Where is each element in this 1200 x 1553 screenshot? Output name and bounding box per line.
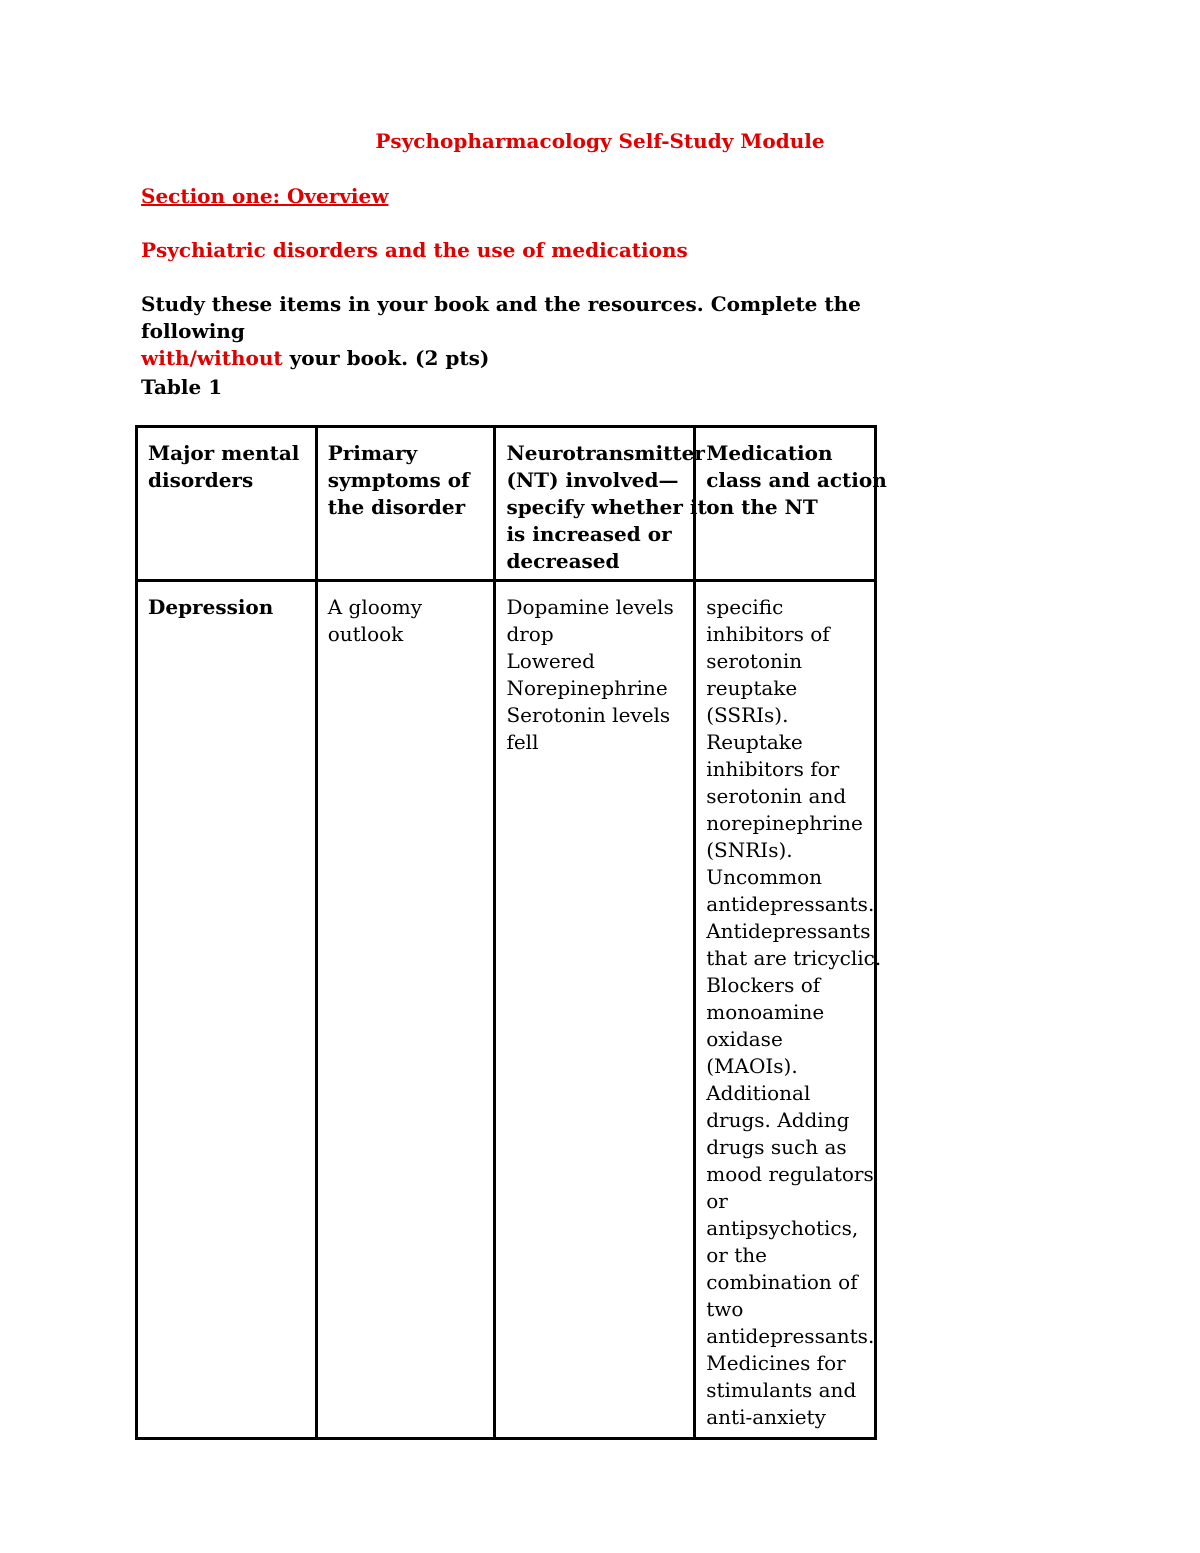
header-cell-medication <box>695 427 887 581</box>
cell-line: Lowered <box>506 649 595 673</box>
cell-line: on the NT <box>706 495 818 519</box>
cell-line: or the <box>706 1243 767 1267</box>
instructions-paragraph <box>141 291 901 372</box>
cell-line: drugs. Adding <box>706 1108 850 1132</box>
disorders-table <box>135 425 887 1440</box>
cell-line: two <box>706 1297 744 1321</box>
cell-line: Dopamine levels <box>506 595 674 619</box>
cell-line: Major mental <box>148 441 300 465</box>
cell-line: Reuptake <box>706 730 803 754</box>
cell-line: disorders <box>148 468 254 492</box>
cell-line: reuptake <box>706 676 798 700</box>
cell-line: norepinephrine <box>706 811 863 835</box>
instructions-emphasis: with/without <box>141 346 283 370</box>
cell-medications <box>695 581 882 1439</box>
cell-line: antidepressants. <box>706 1324 875 1348</box>
cell-line: (SNRIs). <box>706 838 793 862</box>
cell-line: Neurotransmitter <box>506 441 705 465</box>
document-title: Psychopharmacology Self-Study Module <box>375 129 825 153</box>
cell-line: combination of <box>706 1270 858 1294</box>
cell-line: class and action <box>706 468 887 492</box>
cell-line: Depression <box>148 595 274 619</box>
cell-line: anti-anxiety <box>706 1405 826 1429</box>
cell-line: specific <box>706 595 784 619</box>
cell-line: inhibitors for <box>706 757 840 781</box>
cell-line: the disorder <box>327 495 466 519</box>
cell-line: (MAOIs). <box>706 1054 798 1078</box>
cell-line: that are tricyclic. <box>706 946 882 970</box>
cell-line: outlook <box>327 622 404 646</box>
header-cell-disorders <box>137 427 317 581</box>
cell-line: symptoms of <box>327 468 470 492</box>
cell-disorder <box>137 581 317 1439</box>
cell-line: Blockers of <box>706 973 821 997</box>
instructions-part1: Study these items in your book and the resources. Complete the following <box>141 292 861 343</box>
cell-line: monoamine <box>706 1000 825 1024</box>
cell-line: (NT) involved— <box>506 468 679 492</box>
cell-neurotransmitters <box>495 581 695 1439</box>
instructions-part2: your book. (2 pts) <box>282 346 490 370</box>
subheading: Psychiatric disorders and the use of medications <box>141 238 688 262</box>
cell-line: mood regulators <box>706 1162 874 1186</box>
cell-line: (SSRIs). <box>706 703 789 727</box>
header-cell-neurotransmitter <box>495 427 707 581</box>
cell-line: Primary <box>327 441 418 465</box>
table-header-row <box>137 427 876 581</box>
cell-line: Medicines for <box>706 1351 846 1375</box>
cell-line: antipsychotics, <box>706 1216 859 1240</box>
cell-line: drop <box>506 622 554 646</box>
cell-line: is increased or <box>506 522 672 546</box>
cell-symptoms <box>316 581 495 1439</box>
cell-line: serotonin <box>706 649 803 673</box>
cell-line: or <box>706 1189 728 1213</box>
cell-line: decreased <box>506 549 620 573</box>
cell-line: antidepressants. <box>706 892 875 916</box>
table-label: Table 1 <box>141 375 223 399</box>
cell-line: Medication <box>706 441 833 465</box>
cell-line: Uncommon <box>706 865 823 889</box>
cell-line: inhibitors of <box>706 622 830 646</box>
cell-line: specify whether it <box>506 495 707 519</box>
cell-line: fell <box>506 730 539 754</box>
cell-line: stimulants and <box>706 1378 857 1402</box>
cell-line: drugs such as <box>706 1135 847 1159</box>
cell-line: Norepinephrine <box>506 676 668 700</box>
cell-line: Additional <box>706 1081 811 1105</box>
cell-line: A gloomy <box>327 595 423 619</box>
header-cell-symptoms <box>316 427 495 581</box>
cell-line: oxidase <box>706 1027 783 1051</box>
section-heading: Section one: Overview <box>141 184 389 208</box>
cell-line: Serotonin levels <box>506 703 671 727</box>
cell-line: serotonin and <box>706 784 847 808</box>
cell-line: Antidepressants <box>706 919 871 943</box>
table-row <box>137 581 876 1439</box>
